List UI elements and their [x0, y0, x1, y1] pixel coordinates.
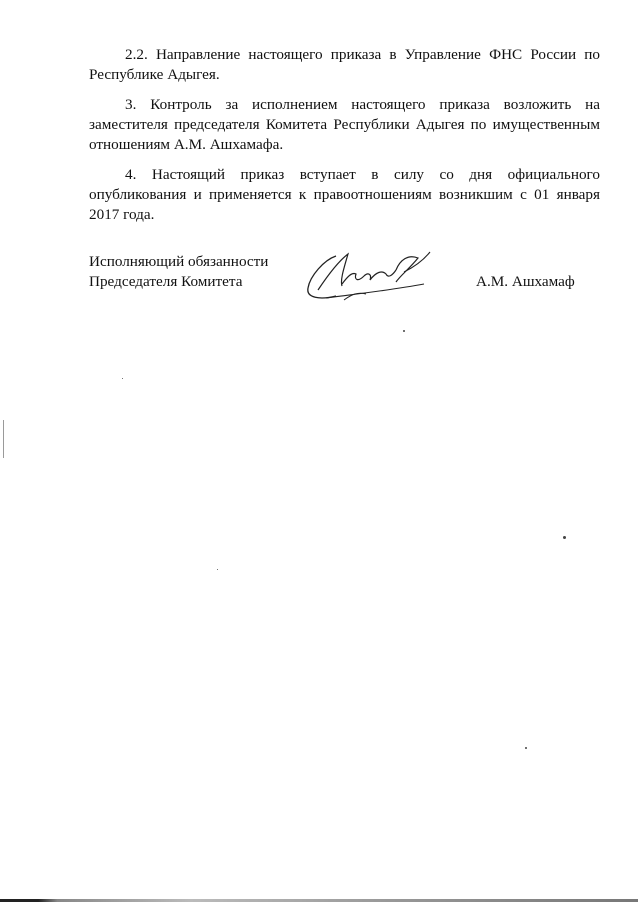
signatory-title-line-1: Исполняющий обязанности	[89, 253, 269, 270]
scan-speck	[217, 569, 218, 570]
paragraph-4: 4. Настоящий приказ вступает в силу со дня официального опубликования и применяется к правоотношениям возникшим с 01 января 2017 года.	[89, 166, 600, 223]
signatory-title-line-2: Председателя Комитета	[89, 273, 243, 290]
paragraph-2-2: 2.2. Направление настоящего приказа в Управление ФНС России по Республике Адыгея.	[89, 46, 600, 83]
scan-edge-mark	[3, 420, 4, 458]
scan-speck	[563, 536, 566, 539]
handwritten-signature	[296, 242, 446, 312]
scan-speck	[525, 747, 527, 749]
signatory-name: А.М. Ашхамаф	[476, 273, 575, 290]
paragraph-3: 3. Контроль за исполнением настоящего приказа возложить на заместителя председателя Комитета Республики Адыгея по имущественным отношениям А.М. Ашхамафа.	[89, 96, 600, 153]
scan-speck	[122, 378, 123, 379]
signatory-title	[89, 252, 309, 292]
scan-speck	[403, 330, 405, 332]
scan-bottom-edge	[0, 899, 638, 902]
